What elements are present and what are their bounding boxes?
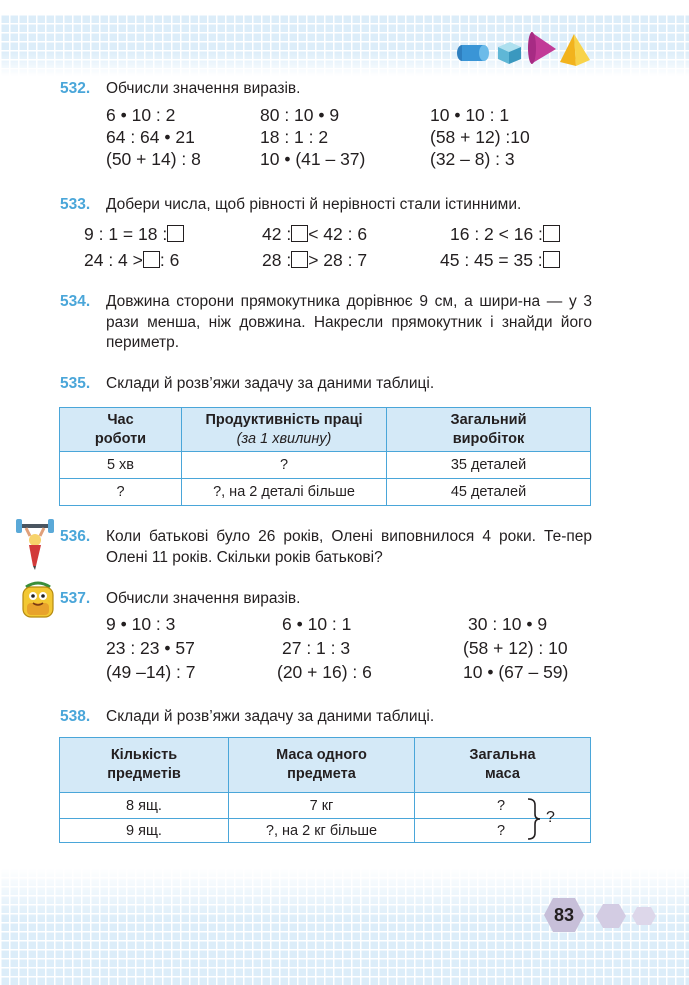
expression: (50 + 14) : 8: [106, 149, 201, 169]
equation-left: 42 :: [262, 224, 292, 244]
table-cell: ?: [60, 479, 182, 506]
answer-box[interactable]: [167, 225, 184, 242]
expression: 6 • 10 : 1: [282, 614, 352, 634]
table-cell: 35 деталей: [387, 452, 591, 479]
pyramid-icon: [560, 34, 590, 66]
table-cell: 8 ящ.: [60, 793, 229, 819]
exercise-538-table: [59, 737, 591, 843]
backpack-character-icon: [18, 581, 58, 619]
table-cell: 9 ящ.: [60, 819, 229, 843]
table-header: Маса одного предмета: [229, 738, 415, 793]
exercise-537-instruction: Обчисли значення виразів.: [106, 590, 301, 607]
table-header: Продуктивність праці (за 1 хвилину): [182, 408, 387, 452]
hexagon-decoration: [631, 906, 657, 926]
table-cell: ?: [415, 793, 591, 819]
exercise-537-number: 537.: [60, 590, 91, 607]
exercise-534-number: 534.: [60, 293, 91, 310]
table-header: Загальна маса: [415, 738, 591, 793]
expression: 9 • 10 : 3: [106, 614, 176, 634]
table-header: Загальний виробіток: [387, 408, 591, 452]
table-header: Час роботи: [60, 408, 182, 452]
expression: 6 • 10 : 2: [106, 105, 176, 125]
table-cell: ?: [415, 819, 591, 843]
cone-icon: [528, 32, 556, 64]
bottom-grid-band: [0, 868, 689, 985]
cube-icon: [498, 42, 521, 64]
expression: 10 • (67 – 59): [463, 662, 569, 682]
equation-item: [84, 224, 184, 245]
expression: 23 : 23 • 57: [106, 638, 195, 658]
expression: 64 : 64 • 21: [106, 127, 195, 147]
exercise-533-instruction: Добери числа, щоб рівності й нерівності стали істинними.: [106, 196, 522, 213]
answer-box[interactable]: [291, 225, 308, 242]
dumbbell-character-icon: [14, 518, 56, 570]
page-number: 83: [553, 905, 575, 925]
table-cell: ?, на 2 деталі більше: [182, 479, 387, 506]
answer-box[interactable]: [291, 251, 308, 268]
table-cell: 5 хв: [60, 452, 182, 479]
exercise-536-number: 536.: [60, 528, 91, 545]
table-row: [60, 479, 591, 506]
expression: 10 • 10 : 1: [430, 105, 510, 125]
equation-left: 16 : 2 < 16 :: [450, 224, 543, 244]
exercise-538-instruction: Склади й розв’яжи задачу за даними таблиці.: [106, 708, 435, 725]
exercise-532-instruction: Обчисли значення виразів.: [106, 80, 301, 97]
equation-left: 24 : 4 >: [84, 250, 143, 270]
table-row: [60, 452, 591, 479]
exercise-535-instruction: Склади й розв’яжи задачу за даними таблиці.: [106, 375, 435, 392]
expression: 80 : 10 • 9: [260, 105, 340, 125]
table-cell: 7 кг: [229, 793, 415, 819]
curly-brace-icon: [525, 797, 543, 841]
table-row: [60, 819, 591, 843]
exercise-535-table: [59, 407, 591, 506]
equation-right: < 42 : 6: [308, 224, 368, 244]
expression: (58 + 12) : 10: [463, 638, 568, 658]
exercise-538-number: 538.: [60, 708, 91, 725]
table-cell: 45 деталей: [387, 479, 591, 506]
equation-left: 28 :: [262, 250, 292, 270]
table-cell: ?, на 2 кг більше: [229, 819, 415, 843]
hexagon-decoration: [595, 903, 627, 929]
equation-left: 45 : 45 = 35 :: [440, 250, 543, 270]
expression: 30 : 10 • 9: [468, 614, 548, 634]
answer-box[interactable]: [143, 251, 160, 268]
equation-item: [262, 250, 367, 271]
table-row: [60, 793, 591, 819]
geometric-shapes-decoration: [452, 28, 602, 72]
exercise-533-number: 533.: [60, 196, 91, 213]
expression: (49 –14) : 7: [106, 662, 196, 682]
expression: 18 : 1 : 2: [260, 127, 329, 147]
table-cell: ?: [182, 452, 387, 479]
expression: 27 : 1 : 3: [282, 638, 351, 658]
equation-item: [262, 224, 367, 245]
equation-item: [84, 250, 179, 271]
exercise-535-number: 535.: [60, 375, 91, 392]
expression: (58 + 12) :10: [430, 127, 530, 147]
cylinder-icon: [457, 45, 489, 61]
answer-box[interactable]: [543, 251, 560, 268]
exercise-536-text: Коли батькові було 26 років, Олені виповнилося 4 роки. Те-пер Олені 11 років. Скільки років батькові?: [106, 528, 592, 566]
page-number-hexagon: [543, 897, 585, 933]
equation-item: [440, 250, 560, 271]
equation-left: 9 : 1 = 18 :: [84, 224, 168, 244]
table-header: Кількість предметів: [60, 738, 229, 793]
total-question-mark: ?: [546, 809, 555, 826]
expression: (32 – 8) : 3: [430, 149, 515, 169]
equation-right: : 6: [159, 250, 180, 270]
expression: 10 • (41 – 37): [260, 149, 366, 169]
expression: (20 + 16) : 6: [277, 662, 372, 682]
exercise-532-number: 532.: [60, 80, 91, 97]
equation-item: [450, 224, 560, 245]
equation-right: > 28 : 7: [308, 250, 368, 270]
answer-box[interactable]: [543, 225, 560, 242]
exercise-534-text: Довжина сторони прямокутника дорівнює 9 см, а шири-на — у 3 рази менша, ніж довжина. Накресли прямокутник і знайди його периметр.: [106, 293, 592, 351]
